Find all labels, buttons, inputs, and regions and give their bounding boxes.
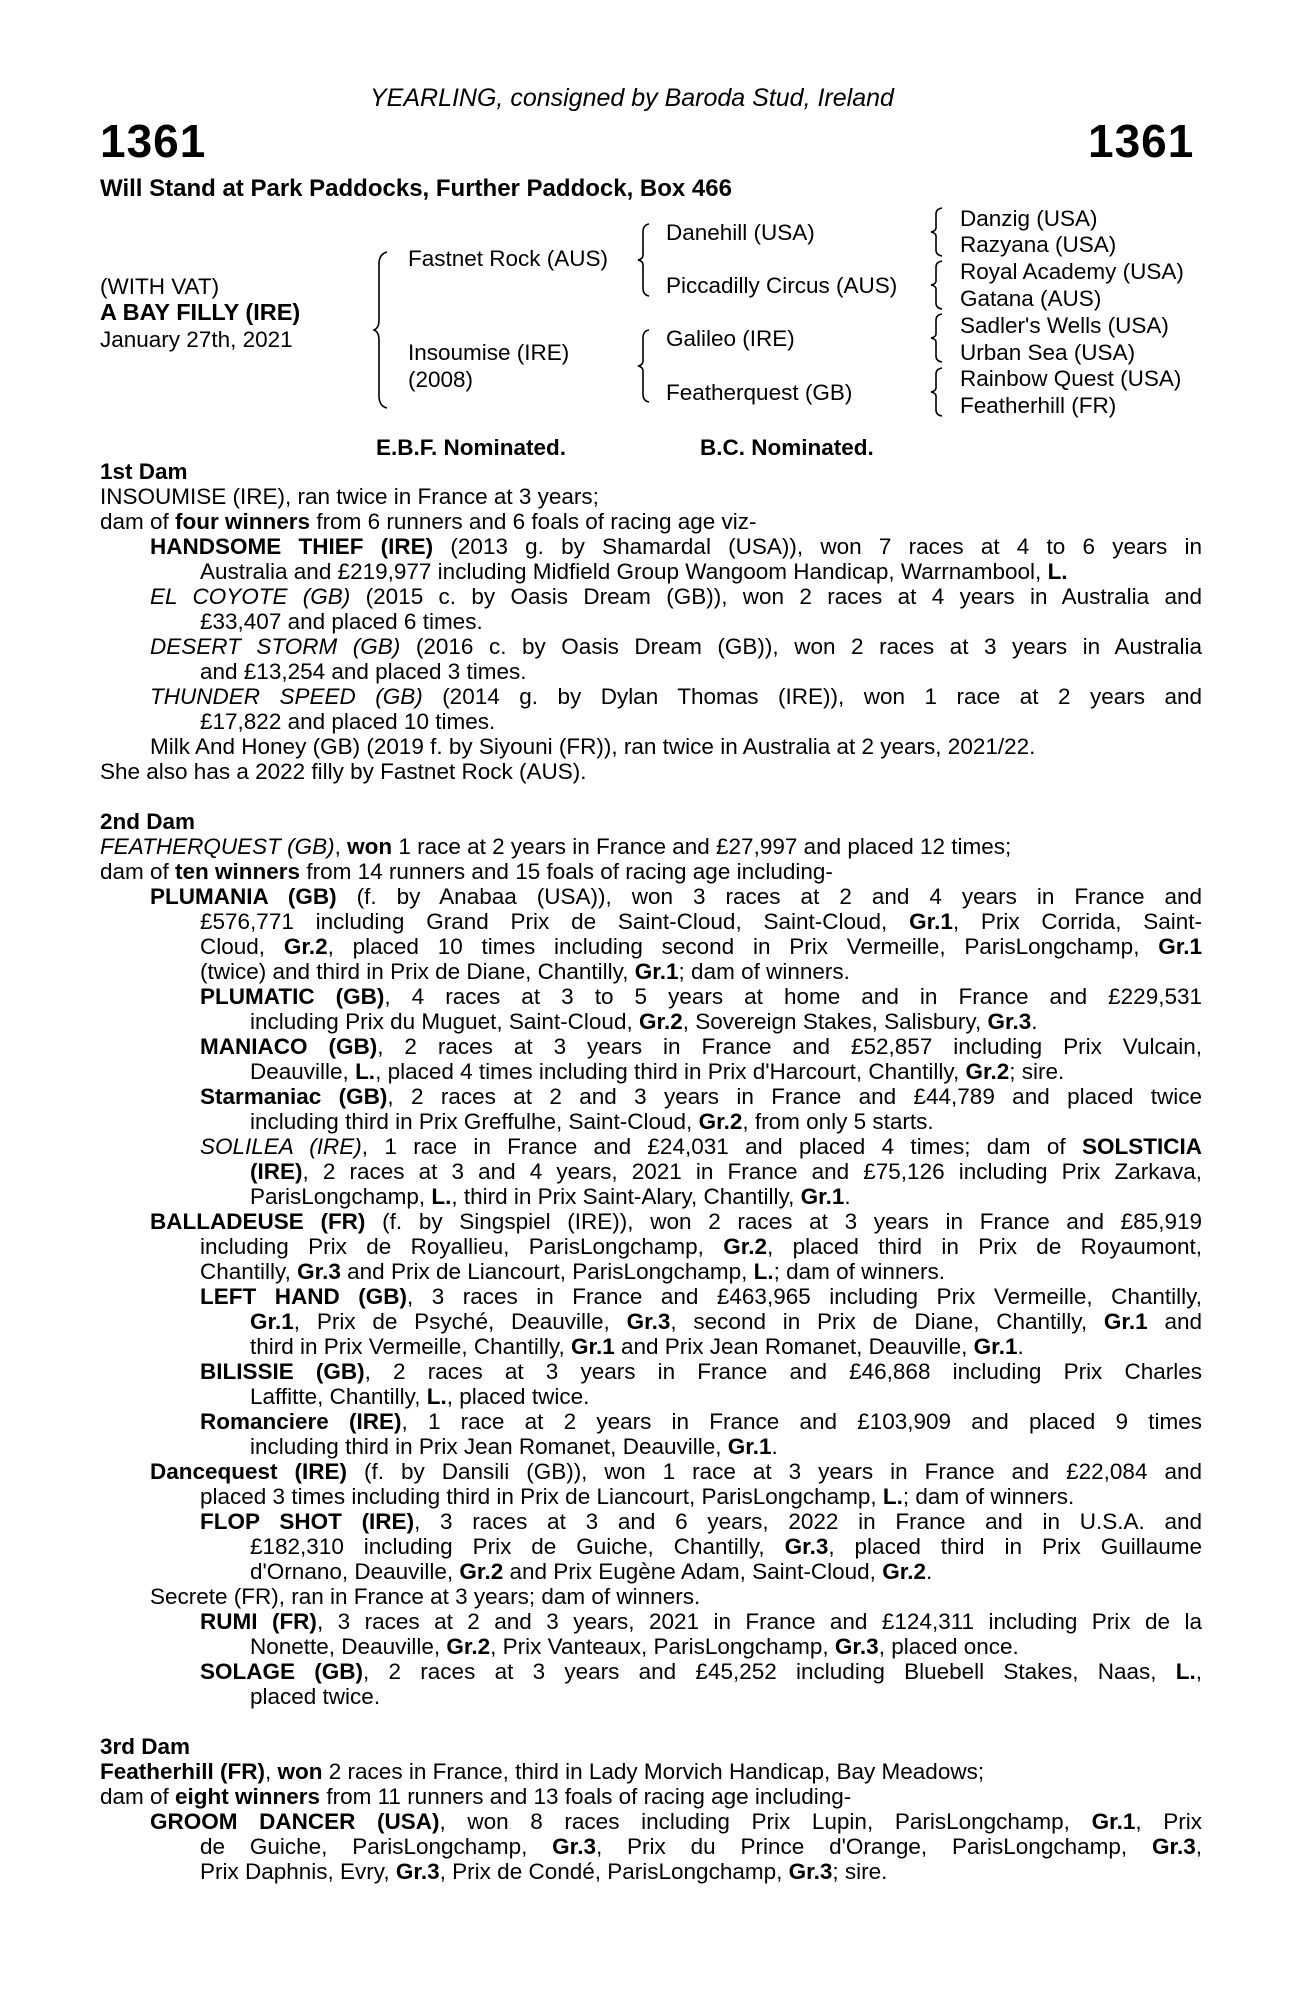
pedigree-brace-dd (930, 366, 944, 418)
pedigree-ssd: Razyana (USA) (960, 232, 1117, 257)
first-dam-line: and £13,254 and placed 3 times. (200, 659, 527, 684)
bc-nomination: B.C. Nominated. (700, 435, 874, 460)
second-dam-line: placed 3 times including third in Prix de Liancourt, ParisLongchamp, L.; dam of winners. (200, 1484, 1075, 1509)
consignment-line: YEARLING, consigned by Baroda Stud, Ireland (370, 84, 894, 112)
pedigree-dss: Sadler's Wells (USA) (960, 313, 1169, 338)
second-dam-line: Deauville, L., placed 4 times including third in Prix d'Harcourt, Chantilly, Gr.2; sire. (250, 1059, 1065, 1084)
second-dam-line: FEATHERQUEST (GB), won 1 race at 2 years in France and £27,997 and placed 12 times; (100, 834, 1012, 859)
horse-name: A BAY FILLY (IRE) (100, 299, 301, 325)
second-dam-line: £182,310 including Prix de Guiche, Chantilly, Gr.3, placed third in Prix Guillaume (250, 1534, 1202, 1559)
first-dam-line: Milk And Honey (GB) (2019 f. by Siyouni (FR)), ran twice in Australia at 2 years, 2021/22. (150, 734, 1036, 759)
second-dam-line: Starmaniac (GB), 2 races at 2 and 3 years in France and £44,789 and placed twice (200, 1084, 1202, 1109)
second-dam-line: RUMI (FR), 3 races at 2 and 3 years, 2021 in France and £124,311 including Prix de la (200, 1609, 1202, 1634)
first-dam-line: THUNDER SPEED (GB) (2014 g. by Dylan Thomas (IRE)), won 1 race at 2 years and (150, 684, 1202, 709)
second-dam-heading: 2nd Dam (100, 809, 196, 834)
second-dam-line: SOLAGE (GB), 2 races at 3 years and £45,252 including Bluebell Stakes, Naas, L., (200, 1659, 1203, 1684)
stand-location: Will Stand at Park Paddocks, Further Paddock, Box 466 (100, 175, 732, 202)
second-dam-line: third in Prix Vermeille, Chantilly, Gr.1 and Prix Jean Romanet, Deauville, Gr.1. (250, 1334, 1024, 1359)
pedigree-brace-sd (930, 259, 944, 311)
third-dam-line: de Guiche, ParisLongchamp, Gr.3, Prix du Prince d'Orange, ParisLongchamp, Gr.3, (200, 1834, 1202, 1859)
second-dam-line: SOLILEA (IRE), 1 race in France and £24,031 and placed 4 times; dam of SOLSTICIA (200, 1134, 1202, 1159)
second-dam-line: placed twice. (250, 1684, 381, 1709)
first-dam-heading: 1st Dam (100, 459, 188, 484)
pedigree-dsd: Urban Sea (USA) (960, 340, 1136, 365)
first-dam-line: Australia and £219,977 including Midfield Group Wangoom Handicap, Warrnambool, L. (200, 559, 1068, 584)
first-dam-line: HANDSOME THIEF (IRE) (2013 g. by Shamardal (USA)), won 7 races at 4 to 6 years in (150, 534, 1202, 559)
second-dam-line: Secrete (FR), ran in France at 3 years; dam of winners. (150, 1584, 701, 1609)
third-dam-line: GROOM DANCER (USA), won 8 races including Prix Lupin, ParisLongchamp, Gr.1, Prix (150, 1809, 1202, 1834)
second-dam-line: FLOP SHOT (IRE), 3 races at 3 and 6 years, 2022 in France and in U.S.A. and (200, 1509, 1202, 1534)
first-dam-line: EL COYOTE (GB) (2015 c. by Oasis Dream (GB)), won 2 races at 4 years in Australia and (150, 584, 1202, 609)
second-dam-line: including Prix de Royallieu, ParisLongchamp, Gr.2, placed third in Prix de Royaumont, (200, 1234, 1202, 1259)
second-dam-line: BILISSIE (GB), 2 races at 3 years in France and £46,868 including Prix Charles (200, 1359, 1202, 1384)
pedigree-brace-ds (930, 312, 944, 364)
first-dam-line: She also has a 2022 filly by Fastnet Rock (AUS). (100, 759, 587, 784)
second-dam-line: PLUMATIC (GB), 4 races at 3 to 5 years at home and in France and £229,531 (200, 984, 1202, 1009)
first-dam-line: DESERT STORM (GB) (2016 c. by Oasis Dream (GB)), won 2 races at 3 years in Australia (150, 634, 1202, 659)
second-dam-line: Chantilly, Gr.3 and Prix de Liancourt, ParisLongchamp, L.; dam of winners. (200, 1259, 945, 1284)
second-dam-line: £576,771 including Grand Prix de Saint-Cloud, Saint-Cloud, Gr.1, Prix Corrida, Saint- (200, 909, 1203, 934)
third-dam-line: Prix Daphnis, Evry, Gr.3, Prix de Condé, ParisLongchamp, Gr.3; sire. (200, 1859, 888, 1884)
pedigree-sire: Fastnet Rock (AUS) (408, 246, 609, 271)
horse-dob: January 27th, 2021 (100, 327, 293, 352)
pedigree-dam: Insoumise (IRE) (408, 340, 570, 365)
second-dam-line: Gr.1, Prix de Psyché, Deauville, Gr.3, second in Prix de Diane, Chantilly, Gr.1 and (250, 1309, 1202, 1334)
second-dam-line: BALLADEUSE (FR) (f. by Singspiel (IRE)), won 2 races at 3 years in France and £85,919 (150, 1209, 1203, 1234)
pedigree-dam-year: (2008) (408, 367, 474, 392)
third-dam-line: dam of eight winners from 11 runners and 13 foals of racing age including- (100, 1784, 852, 1809)
pedigree-sds: Royal Academy (USA) (960, 259, 1184, 284)
second-dam-line: ParisLongchamp, L., third in Prix Saint-Alary, Chantilly, Gr.1. (250, 1184, 851, 1209)
second-dam-line: (twice) and third in Prix de Diane, Chantilly, Gr.1; dam of winners. (200, 959, 850, 984)
first-dam-line: INSOUMISE (IRE), ran twice in France at 3 years; (100, 484, 599, 509)
pedigree-brace-sire (637, 222, 651, 298)
pedigree-sire-dam: Piccadilly Circus (AUS) (666, 273, 898, 298)
second-dam-line: Dancequest (IRE) (f. by Dansili (GB)), won 1 race at 3 years in France and £22,084 and (150, 1459, 1202, 1484)
second-dam-line: Laffitte, Chantilly, L., placed twice. (250, 1384, 590, 1409)
second-dam-line: including Prix du Muguet, Saint-Cloud, Gr.2, Sovereign Stakes, Salisbury, Gr.3. (250, 1009, 1038, 1034)
first-dam-line: dam of four winners from 6 runners and 6 foals of racing age viz- (100, 509, 757, 534)
pedigree-brace-main (373, 250, 389, 410)
second-dam-line: PLUMANIA (GB) (f. by Anabaa (USA)), won 3 races at 2 and 4 years in France and (150, 884, 1202, 909)
lot-number-left: 1361 (100, 115, 207, 167)
second-dam-line: (IRE), 2 races at 3 and 4 years, 2021 in France and £75,126 including Prix Zarkava, (250, 1159, 1202, 1184)
second-dam-line: dam of ten winners from 14 runners and 15 foals of racing age including- (100, 859, 833, 884)
second-dam-line: LEFT HAND (GB), 3 races in France and £463,965 including Prix Vermeille, Chantilly, (200, 1284, 1202, 1309)
pedigree-ddd: Featherhill (FR) (960, 393, 1117, 418)
second-dam-line: d'Ornano, Deauville, Gr.2 and Prix Eugène Adam, Saint-Cloud, Gr.2. (250, 1559, 933, 1584)
pedigree-dam-dam: Featherquest (GB) (666, 380, 853, 405)
pedigree-dam-sire: Galileo (IRE) (666, 326, 795, 351)
third-dam-line: Featherhill (FR), won 2 races in France, third in Lady Morvich Handicap, Bay Meadows; (100, 1759, 985, 1784)
third-dam-heading: 3rd Dam (100, 1734, 191, 1759)
pedigree-sss: Danzig (USA) (960, 206, 1098, 231)
second-dam-line: including third in Prix Greffulhe, Saint-Cloud, Gr.2, from only 5 starts. (250, 1109, 934, 1134)
pedigree-brace-ss (930, 206, 944, 258)
first-dam-line: £17,822 and placed 10 times. (200, 709, 496, 734)
second-dam-line: Nonette, Deauville, Gr.2, Prix Vanteaux, ParisLongchamp, Gr.3, placed once. (250, 1634, 1019, 1659)
second-dam-line: Cloud, Gr.2, placed 10 times including second in Prix Vermeille, ParisLongchamp, Gr.1 (200, 934, 1202, 959)
first-dam-line: £33,407 and placed 6 times. (200, 609, 483, 634)
lot-number-right: 1361 (1088, 115, 1195, 167)
pedigree-brace-dam (637, 328, 651, 404)
second-dam-line: including third in Prix Jean Romanet, Deauville, Gr.1. (250, 1434, 778, 1459)
second-dam-line: MANIACO (GB), 2 races at 3 years in France and £52,857 including Prix Vulcain, (200, 1034, 1202, 1059)
pedigree-sdd: Gatana (AUS) (960, 286, 1102, 311)
vat-note: (WITH VAT) (100, 274, 220, 299)
pedigree-sire-sire: Danehill (USA) (666, 220, 815, 245)
ebf-nomination: E.B.F. Nominated. (376, 435, 567, 460)
pedigree-dds: Rainbow Quest (USA) (960, 366, 1182, 391)
second-dam-line: Romanciere (IRE), 1 race at 2 years in France and £103,909 and placed 9 times (200, 1409, 1202, 1434)
